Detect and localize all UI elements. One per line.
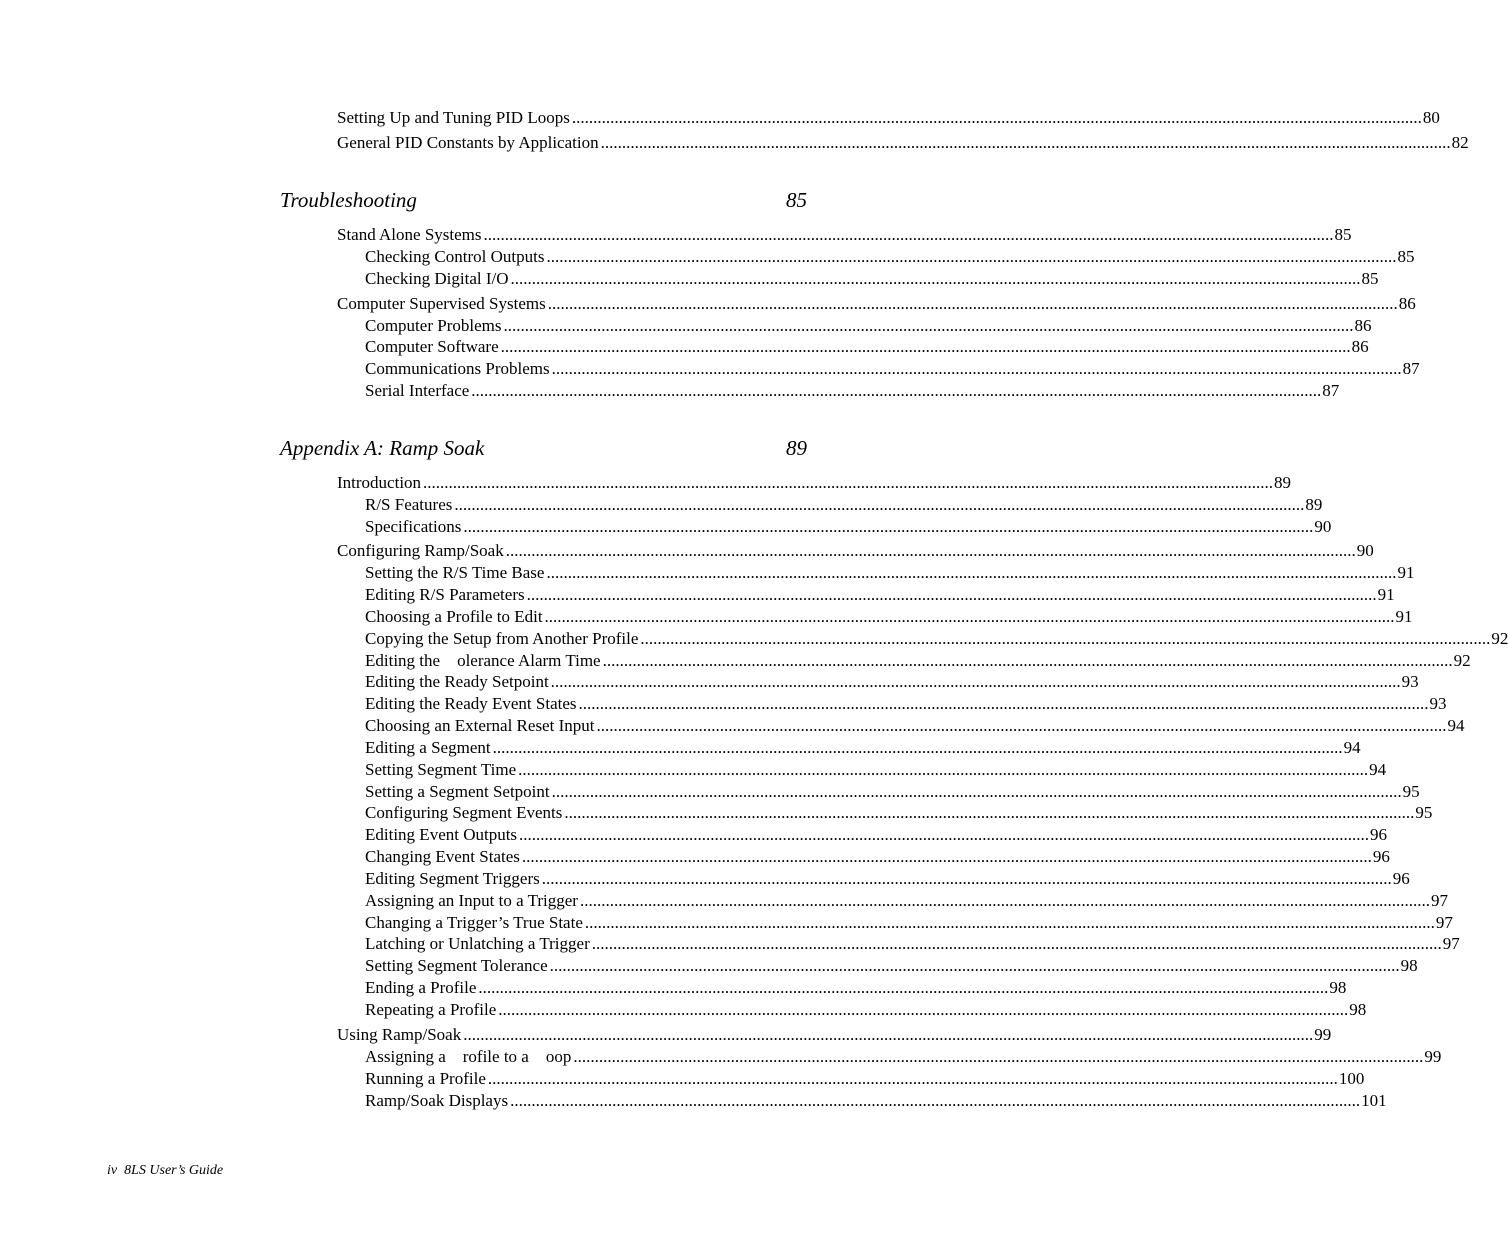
- toc-entry-page: 91: [1395, 607, 1413, 626]
- toc-subentry[interactable]: [365, 1046, 1442, 1068]
- leader-dots: ........................................................................................................................................................................................................: [573, 1047, 1424, 1066]
- toc-entry-title: Repeating a Profile: [365, 1000, 497, 1019]
- toc-subentry[interactable]: [365, 759, 1387, 781]
- toc-subentry[interactable]: [365, 562, 1415, 584]
- section-page: 85: [786, 188, 807, 212]
- toc-entry-page: 87: [1402, 359, 1420, 378]
- toc-subentry[interactable]: [365, 650, 1471, 672]
- leader-dots: ........................................................................................................................................................................................................: [492, 738, 1343, 757]
- toc-entry-title: Communications Problems: [365, 359, 550, 378]
- toc-entry-title: Assigning a rofile to a oop: [365, 1047, 572, 1066]
- toc-entry-title: General PID Constants by Application: [337, 133, 599, 152]
- toc-entry-page: 89: [1305, 495, 1323, 514]
- toc-entry-title: Choosing a Profile to Edit: [365, 607, 543, 626]
- leader-dots: ........................................................................................................................................................................................................: [544, 607, 1395, 626]
- section-title: Troubleshooting: [280, 188, 417, 212]
- toc-entry-title: Editing the olerance Alarm Time: [365, 651, 601, 670]
- toc-entry-page: 89: [1274, 473, 1292, 492]
- toc-entry-title: Setting Up and Tuning PID Loops: [337, 108, 570, 127]
- toc-entry-page: 95: [1415, 803, 1433, 822]
- section-title: Appendix A: Ramp Soak: [280, 436, 485, 460]
- toc-subentry[interactable]: [365, 999, 1367, 1021]
- leader-dots: ........................................................................................................................................................................................................: [505, 541, 1356, 560]
- toc-entry-page: 86: [1354, 316, 1372, 335]
- section-page: 89: [786, 436, 807, 460]
- toc-entry-title: Assigning an Input to a Trigger: [365, 891, 578, 910]
- leader-dots: ........................................................................................................................................................................................................: [500, 337, 1351, 356]
- leader-dots: ........................................................................................................................................................................................................: [510, 269, 1361, 288]
- toc-entry-page: 96: [1370, 825, 1388, 844]
- toc-entry-page: 86: [1351, 337, 1369, 356]
- toc-entry-title: Introduction: [337, 473, 422, 492]
- toc-entry-page: 80: [1422, 108, 1440, 127]
- toc-subentry[interactable]: [365, 628, 1508, 650]
- toc-entry-page: 91: [1397, 563, 1415, 582]
- toc-entry-title: Computer Problems: [365, 316, 502, 335]
- toc-subentry[interactable]: [365, 1068, 1365, 1090]
- toc-entry[interactable]: [337, 540, 1374, 562]
- leader-dots: ........................................................................................................................................................................................................: [423, 473, 1274, 492]
- leader-dots: ........................................................................................................................................................................................................: [571, 108, 1422, 127]
- leader-dots: ........................................................................................................................................................................................................: [487, 1069, 1338, 1088]
- toc-subentry[interactable]: [365, 824, 1388, 846]
- toc-entry-page: 94: [1447, 716, 1465, 735]
- toc-subentry[interactable]: [365, 846, 1390, 868]
- leader-dots: ........................................................................................................................................................................................................: [541, 869, 1392, 888]
- toc-entry-page: 91: [1377, 585, 1395, 604]
- toc-subentry[interactable]: [365, 781, 1420, 803]
- toc-subentry[interactable]: [365, 955, 1418, 977]
- toc-entry-title: Latching or Unlatching a Trigger: [365, 934, 590, 953]
- toc-entry-page: 85: [1397, 247, 1415, 266]
- toc-entry-title: Editing the Ready Event States: [365, 694, 577, 713]
- toc-entry-page: 98: [1329, 978, 1347, 997]
- toc-entry-title: Setting a Segment Setpoint: [365, 782, 550, 801]
- leader-dots: ........................................................................................................................................................................................................: [463, 517, 1314, 536]
- toc-entry[interactable]: [337, 293, 1416, 315]
- toc-entry-title: Specifications: [365, 517, 462, 536]
- toc-subentry[interactable]: [365, 715, 1465, 737]
- toc-entry-title: Using Ramp/Soak: [337, 1025, 462, 1044]
- toc-entry-page: 97: [1435, 913, 1453, 932]
- leader-dots: ........................................................................................................................................................................................................: [602, 651, 1453, 670]
- toc-entry-page: 97: [1430, 891, 1448, 910]
- leader-dots: ........................................................................................................................................................................................................: [579, 891, 1430, 910]
- toc-entry-page: 100: [1338, 1069, 1365, 1088]
- leader-dots: ........................................................................................................................................................................................................: [454, 495, 1305, 514]
- toc-subentry[interactable]: [365, 494, 1323, 516]
- toc-entry-title: Copying the Setup from Another Profile: [365, 629, 639, 648]
- toc-entry-title: Running a Profile: [365, 1069, 486, 1088]
- leader-dots: ........................................................................................................................................................................................................: [549, 956, 1400, 975]
- toc-subentry[interactable]: [365, 977, 1347, 999]
- toc-entry-page: 98: [1349, 1000, 1367, 1019]
- toc-entry-page: 86: [1398, 294, 1416, 313]
- toc-subentry[interactable]: [365, 890, 1448, 912]
- toc-entry-page: 93: [1429, 694, 1447, 713]
- leader-dots: ........................................................................................................................................................................................................: [471, 381, 1322, 400]
- toc-entry-page: 96: [1372, 847, 1390, 866]
- section-heading-appendix-a[interactable]: [280, 435, 807, 461]
- toc-entry-title: Ending a Profile: [365, 978, 477, 997]
- toc-entry-title: Editing R/S Parameters: [365, 585, 525, 604]
- toc-subentry[interactable]: [365, 336, 1369, 358]
- toc-subentry[interactable]: [365, 358, 1420, 380]
- toc-subentry[interactable]: [365, 268, 1379, 290]
- toc-subentry[interactable]: [365, 737, 1361, 759]
- toc-entry-page: 92: [1491, 629, 1508, 648]
- toc-subentry[interactable]: [365, 584, 1395, 606]
- toc-entry-page: 92: [1453, 651, 1471, 670]
- toc-entry[interactable]: [337, 224, 1352, 246]
- leader-dots: ........................................................................................................................................................................................................: [546, 247, 1397, 266]
- leader-dots: ........................................................................................................................................................................................................: [503, 316, 1354, 335]
- leader-dots: ........................................................................................................................................................................................................: [510, 1091, 1361, 1110]
- toc-entry-page: 99: [1424, 1047, 1442, 1066]
- toc-entry-page: 99: [1314, 1025, 1332, 1044]
- toc-subentry[interactable]: [365, 246, 1415, 268]
- leader-dots: ........................................................................................................................................................................................................: [498, 1000, 1349, 1019]
- toc-entry-title: Changing Event States: [365, 847, 520, 866]
- toc-entry-page: 90: [1356, 541, 1374, 560]
- leader-dots: ........................................................................................................................................................................................................: [584, 913, 1435, 932]
- toc-entry-page: 94: [1369, 760, 1387, 779]
- leader-dots: ........................................................................................................................................................................................................: [596, 716, 1447, 735]
- toc-entry-title: Editing the Ready Setpoint: [365, 672, 549, 691]
- leader-dots: ........................................................................................................................................................................................................: [483, 225, 1334, 244]
- leader-dots: ........................................................................................................................................................................................................: [551, 782, 1402, 801]
- toc-entry-title: Checking Digital I/O: [365, 269, 509, 288]
- toc-entry-title: R/S Features: [365, 495, 453, 514]
- section-heading-troubleshooting[interactable]: [280, 187, 807, 213]
- toc-entry-title: Setting Segment Time: [365, 760, 517, 779]
- leader-dots: ........................................................................................................................................................................................................: [518, 760, 1369, 779]
- toc-entry-title: Setting Segment Tolerance: [365, 956, 548, 975]
- toc-entry-page: 94: [1343, 738, 1361, 757]
- toc-subentry[interactable]: [365, 606, 1413, 628]
- toc-entry-title: Ramp/Soak Displays: [365, 1091, 509, 1110]
- toc-entry-title: Configuring Segment Events: [365, 803, 563, 822]
- toc-entry-page: 95: [1402, 782, 1420, 801]
- toc-subentry[interactable]: [365, 868, 1410, 890]
- toc-entry-page: 98: [1400, 956, 1418, 975]
- leader-dots: ........................................................................................................................................................................................................: [478, 978, 1329, 997]
- toc-entry[interactable]: [337, 472, 1292, 494]
- toc-entry-page: 97: [1442, 934, 1460, 953]
- toc-entry-title: Computer Software: [365, 337, 499, 356]
- toc-entry-title: Choosing an External Reset Input: [365, 716, 595, 735]
- leader-dots: ........................................................................................................................................................................................................: [640, 629, 1491, 648]
- toc-entry-title: Computer Supervised Systems: [337, 294, 546, 313]
- toc-entry-page: 101: [1361, 1091, 1387, 1110]
- toc-entry-title: Configuring Ramp/Soak: [337, 541, 504, 560]
- toc-entry-title: Editing Event Outputs: [365, 825, 518, 844]
- toc-entry-title: Checking Control Outputs: [365, 247, 545, 266]
- toc-entry-title: Setting the R/S Time Base: [365, 563, 545, 582]
- toc-subentry[interactable]: [365, 516, 1332, 538]
- leader-dots: ........................................................................................................................................................................................................: [463, 1025, 1314, 1044]
- toc-entry-page: 85: [1334, 225, 1352, 244]
- leader-dots: ........................................................................................................................................................................................................: [591, 934, 1442, 953]
- toc-subentry[interactable]: [365, 380, 1340, 402]
- leader-dots: ........................................................................................................................................................................................................: [550, 672, 1401, 691]
- toc-entry-title: Editing Segment Triggers: [365, 869, 540, 888]
- toc-subentry[interactable]: [365, 671, 1419, 693]
- toc-entry[interactable]: [337, 107, 1440, 129]
- toc-entry-page: 82: [1451, 133, 1469, 152]
- toc-entry-title: Stand Alone Systems: [337, 225, 482, 244]
- leader-dots: ........................................................................................................................................................................................................: [578, 694, 1429, 713]
- toc-entry[interactable]: [337, 1024, 1332, 1046]
- page-footer: iv 8LS User’s Guide: [107, 1163, 224, 1178]
- toc-subentry[interactable]: [365, 315, 1372, 337]
- toc-entry-page: 87: [1322, 381, 1340, 400]
- toc-entry-page: 96: [1392, 869, 1410, 888]
- toc-subentry[interactable]: [365, 693, 1447, 715]
- leader-dots: ........................................................................................................................................................................................................: [551, 359, 1402, 378]
- toc-subentry[interactable]: [365, 802, 1433, 824]
- toc-entry-page: 90: [1314, 517, 1332, 536]
- toc-subentry[interactable]: [365, 912, 1453, 934]
- leader-dots: ........................................................................................................................................................................................................: [547, 294, 1398, 313]
- toc-subentry[interactable]: [365, 1090, 1387, 1112]
- toc-entry-title: Serial Interface: [365, 381, 470, 400]
- leader-dots: ........................................................................................................................................................................................................: [526, 585, 1377, 604]
- toc-entry-title: Changing a Trigger’s True State: [365, 913, 583, 932]
- toc-entry-page: 85: [1361, 269, 1379, 288]
- toc-entry-page: 93: [1401, 672, 1419, 691]
- leader-dots: ........................................................................................................................................................................................................: [564, 803, 1415, 822]
- leader-dots: ........................................................................................................................................................................................................: [600, 133, 1451, 152]
- leader-dots: ........................................................................................................................................................................................................: [519, 825, 1370, 844]
- toc-entry[interactable]: [337, 132, 1469, 154]
- toc-entry-title: Editing a Segment: [365, 738, 491, 757]
- leader-dots: ........................................................................................................................................................................................................: [521, 847, 1372, 866]
- toc-subentry[interactable]: [365, 933, 1460, 955]
- leader-dots: ........................................................................................................................................................................................................: [546, 563, 1397, 582]
